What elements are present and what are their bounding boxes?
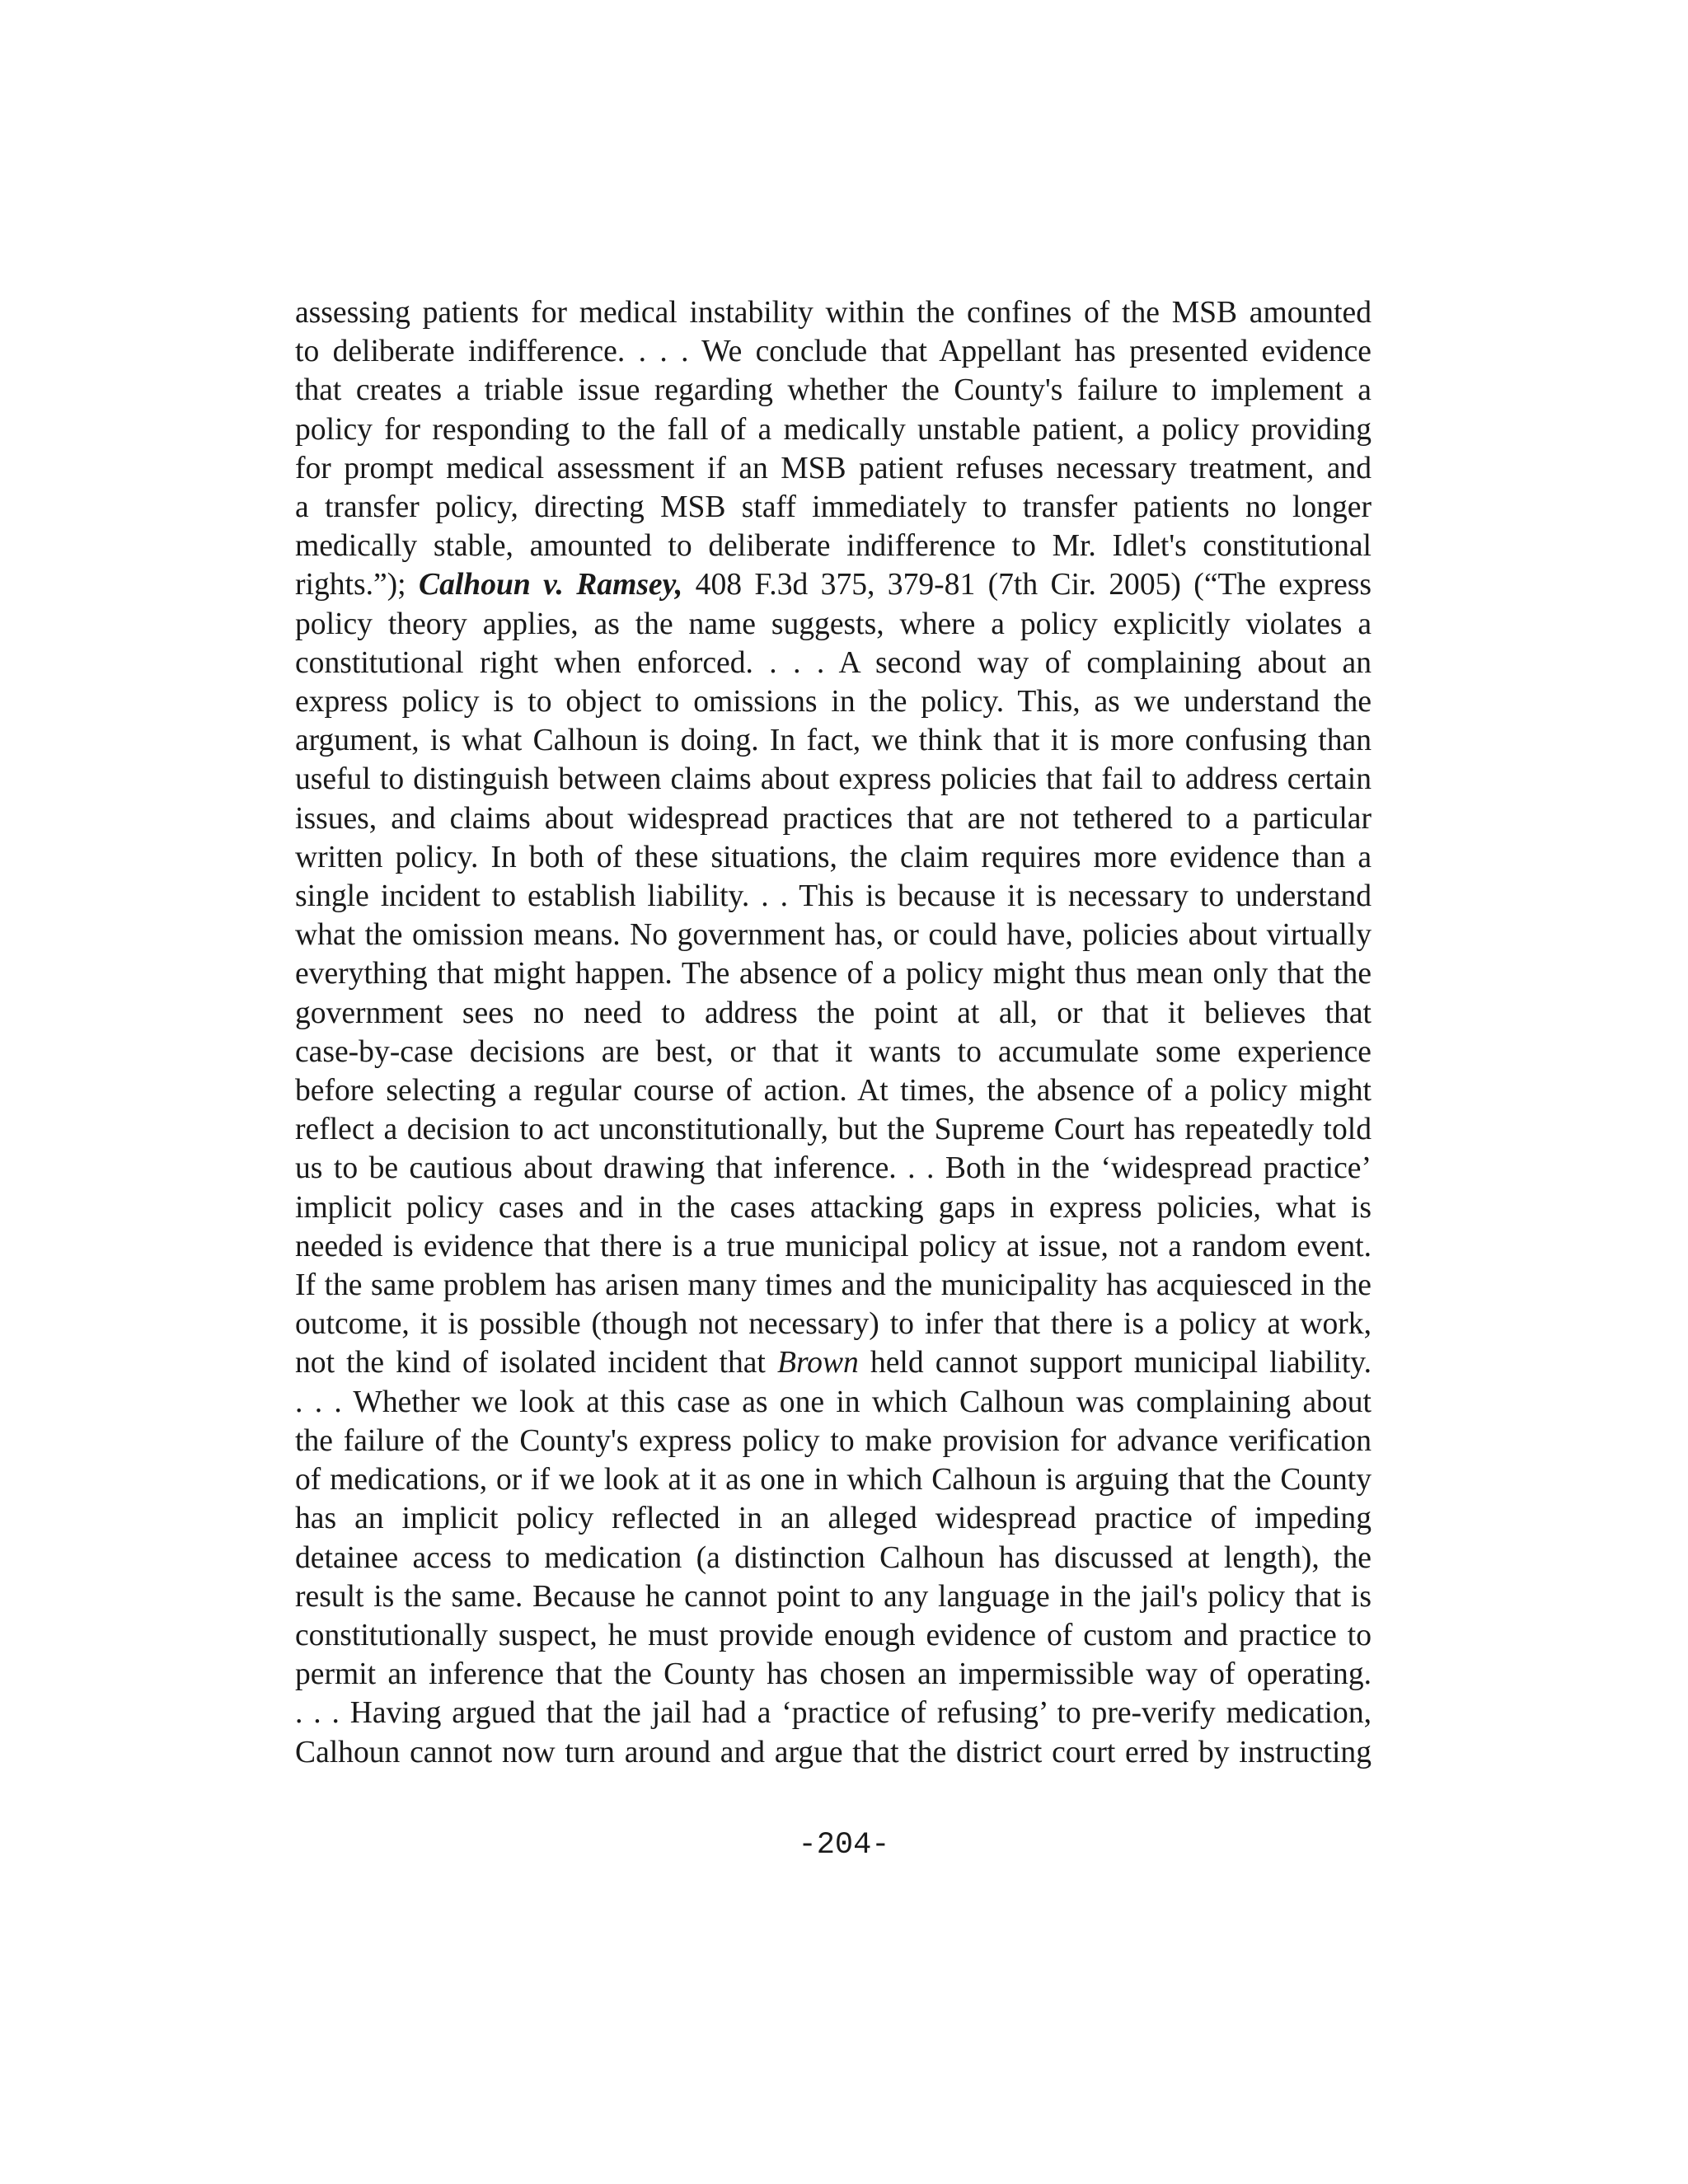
text-line: of medications, or if we look at it as one in which Calhoun is arguing that the County [295, 1463, 1372, 1497]
text-line [295, 565, 1372, 604]
text-line: policy theory applies, as the name suggests, where a policy explicitly violates a [295, 607, 1372, 641]
text-line: single incident to establish liability. . . This is because it is necessary to understand [295, 879, 1372, 914]
line-segment: rights.”); [295, 568, 420, 602]
text-line: permit an inference that the County has chosen an impermissible way of operating. [295, 1657, 1372, 1692]
text-line: . . . Having argued that the jail had a ‘practice of refusing’ to pre-verify medication, [295, 1696, 1372, 1731]
text-line: written policy. In both of these situations, the claim requires more evidence than a [295, 840, 1372, 874]
text-line: everything that might happen. The absence of a policy might thus mean only that the [295, 957, 1372, 991]
italic-case-reference: Brown [776, 1346, 859, 1380]
text-line: government sees no need to address the point at all, or that it believes that [295, 996, 1372, 1030]
text-line: . . . Whether we look at this case as one in which Calhoun was complaining about [295, 1385, 1372, 1419]
text-line: medically stable, amounted to deliberate indifference to Mr. Idlet's constitutional [295, 529, 1372, 564]
text-line: implicit policy cases and in the cases attacking gaps in express policies, what is [295, 1190, 1372, 1225]
text-line: useful to distinguish between claims about express policies that fail to address certain [295, 762, 1372, 797]
text-line: to deliberate indifference. . . . We conclude that Appellant has presented evidence [295, 335, 1372, 369]
line-segment: held cannot support municipal liability. [858, 1346, 1372, 1380]
text-line: policy for responding to the fall of a medically unstable patient, a policy providing [295, 412, 1372, 447]
text-line: Calhoun cannot now turn around and argue that the district court erred by instructing [295, 1735, 1372, 1769]
text-line: constitutionally suspect, he must provide enough evidence of custom and practice to [295, 1618, 1372, 1652]
text-line: argument, is what Calhoun is doing. In fact, we think that it is more confusing than [295, 724, 1372, 758]
text-line: outcome, it is possible (though not necessary) to infer that there is a policy at work, [295, 1307, 1372, 1342]
text-line: If the same problem has arisen many times and the municipality has acquiesced in the [295, 1268, 1372, 1303]
text-line: issues, and claims about widespread practices that are not tethered to a particular [295, 801, 1372, 836]
text-line: reflect a decision to act unconstitutionally, but the Supreme Court has repeatedly told [295, 1113, 1372, 1147]
text-line: result is the same. Because he cannot point to any language in the jail's policy that is [295, 1579, 1372, 1614]
text-line: what the omission means. No government has, or could have, policies about virtually [295, 918, 1372, 953]
text-line: needed is evidence that there is a true municipal policy at issue, not a random event. [295, 1229, 1372, 1263]
text-line: a transfer policy, directing MSB staff immediately to transfer patients no longer [295, 490, 1372, 525]
text-line: constitutional right when enforced. . . . A second way of complaining about an [295, 645, 1372, 680]
text-line: detainee access to medication (a distinction Calhoun has discussed at length), the [295, 1540, 1372, 1575]
case-citation-name: Calhoun v. Ramsey, [419, 568, 683, 602]
text-line: express policy is to object to omissions in the policy. This, as we understand the [295, 685, 1372, 719]
line-segment: 408 F.3d 375, 379-81 (7th Cir. 2005) (“The express [682, 568, 1372, 602]
line-segment: not the kind of isolated incident that [295, 1346, 777, 1380]
text-line: us to be cautious about drawing that inference. . . Both in the ‘widespread practice’ [295, 1151, 1372, 1186]
page-number: -204- [798, 1828, 890, 1863]
text-line: has an implicit policy reflected in an alleged widespread practice of impeding [295, 1502, 1372, 1536]
text-line: assessing patients for medical instability within the confines of the MSB amounted [295, 296, 1372, 330]
text-line: before selecting a regular course of action. At times, the absence of a policy might [295, 1074, 1372, 1108]
text-line: the failure of the County's express policy to make provision for advance verification [295, 1423, 1372, 1458]
body-text [295, 293, 1372, 1772]
text-line: for prompt medical assessment if an MSB patient refuses necessary treatment, and [295, 451, 1372, 485]
text-line: case-by-case decisions are best, or that it wants to accumulate some experience [295, 1034, 1372, 1069]
text-line: that creates a triable issue regarding whether the County's failure to implement a [295, 373, 1372, 408]
text-line [295, 1343, 1372, 1382]
